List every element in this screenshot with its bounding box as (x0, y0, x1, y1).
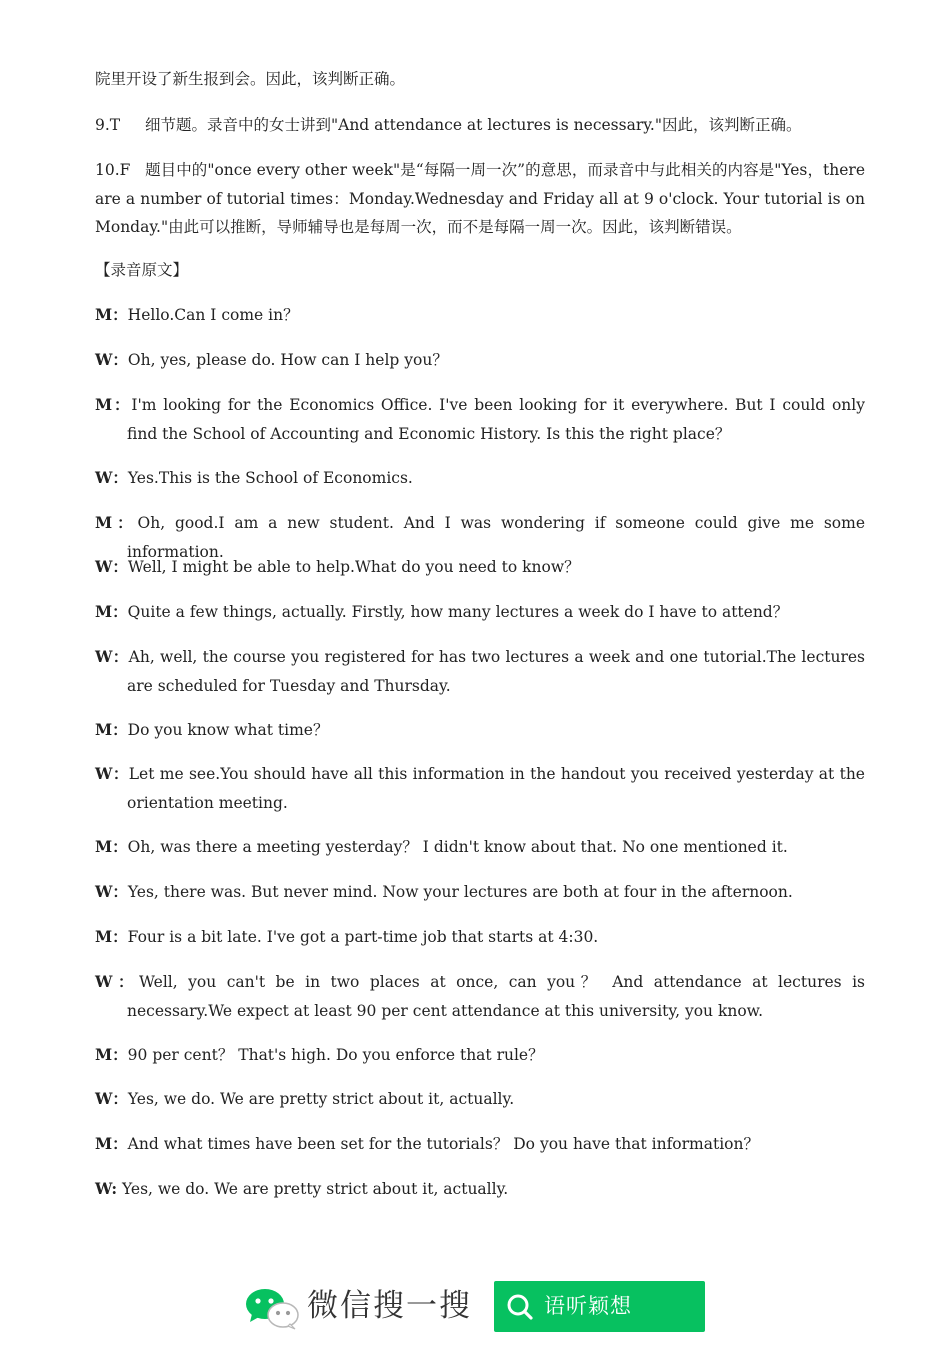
dialogue-turn (95, 598, 865, 627)
speaker-label: M： (95, 513, 138, 532)
dialogue-turn (95, 1041, 865, 1070)
speaker-label: M： (95, 1134, 128, 1153)
dialogue-text: Yes, there was. But never mind. Now your lectures are both at four in the afternoon. (127, 883, 793, 901)
speaker-label: M： (95, 305, 128, 324)
dialogue-text: Well, you can't be in two places at once, can you？ And attendance at lectures is necessary.We expect at least 90 per cent attendance at this university, you know. (127, 973, 865, 1020)
dialogue-turn (95, 1175, 865, 1204)
answer-10 (95, 156, 865, 242)
speaker-label: W： (95, 972, 139, 991)
dialogue-text: Oh, good.I am a new student. And I was wondering if someone could give me some information. (127, 514, 865, 561)
dialogue-text: Yes, we do. We are pretty strict about it, actually. (117, 1180, 509, 1198)
dialogue-turn (95, 643, 865, 700)
dialogue-text: Oh, was there a meeting yesterday？ I didn't know about that. No one mentioned it. (127, 838, 788, 856)
dialogue-turn (95, 553, 865, 582)
speaker-label: M： (95, 927, 128, 946)
section-title: 【录音原文】 (95, 261, 189, 279)
speaker-label: W： (95, 557, 128, 576)
answer-9 (95, 111, 865, 139)
dialogue-turn (95, 923, 865, 952)
dialogue-text: Oh, yes, please do. How can I help you？ (127, 351, 448, 369)
speaker-label: W： (95, 882, 128, 901)
dialogue-text: Yes, we do. We are pretty strict about it, actually. (127, 1090, 515, 1108)
dialogue-text: Ah, well, the course you registered for has two lectures a week and one tutorial.The lectures are scheduled for Tuesday and Thursday. (127, 648, 865, 695)
dialogue-text: Do you know what time？ (127, 721, 329, 739)
dialogue-turn (95, 833, 865, 862)
search-icon (506, 1293, 534, 1321)
dialogue-turn (95, 968, 865, 1025)
speaker-label: M： (95, 1045, 128, 1064)
dialogue-text: Let me see.You should have all this information in the handout you received yesterday at the orientation meeting. (127, 765, 865, 812)
dialogue-turn (95, 301, 865, 330)
dialogue-text: I'm looking for the Economics Office. I've been looking for it everywhere. But I could only find the School of Accounting and Economic History. Is this the right place？ (127, 396, 865, 443)
speaker-label: W： (95, 764, 129, 783)
dialogue-text: Well, I might be able to help.What do you need to know？ (127, 558, 580, 576)
search-button[interactable] (494, 1281, 705, 1332)
speaker-label: W: (95, 1179, 118, 1198)
dialogue-turn (95, 760, 865, 817)
dialogue-turn (95, 391, 865, 448)
dialogue-text: Yes.This is the School of Economics. (127, 469, 413, 487)
dialogue-turn (95, 464, 865, 493)
speaker-label: M： (95, 395, 132, 414)
dialogue-turn (95, 346, 865, 375)
dialogue-text: Four is a bit late. I've got a part-time job that starts at 4:30. (127, 928, 599, 946)
answer-number: 9.T (95, 116, 121, 134)
speaker-label: W： (95, 350, 128, 369)
dialogue-text: And what times have been set for the tutorials？ Do you have that information？ (127, 1135, 759, 1153)
wechat-icon (244, 1286, 300, 1330)
speaker-label: W： (95, 1089, 128, 1108)
intro-line: 院里开设了新生报到会。因此，该判断正确。 (95, 70, 406, 88)
wechat-search-text: 微信搜一搜 (307, 1288, 472, 1324)
speaker-label: M： (95, 837, 128, 856)
dialogue-text: Hello.Can I come in？ (127, 306, 299, 324)
dialogue-text: 90 per cent？ That's high. Do you enforce that rule？ (127, 1046, 544, 1064)
dialogue-turn (95, 1085, 865, 1114)
speaker-label: W： (95, 647, 129, 666)
answer-text: 题目中的"once every other week"是“每隔一周一次”的意思，而录音中与此相关的内容是"Yes，there are a number of tutorial times：Monday.Wednesday and Friday all at 9 o'clock. Your tutorial is on Monday."由此可以推断，导师辅导也是每周一次，而不是每隔一周一次。因此，该判断错误。 (95, 161, 865, 236)
answer-text: 细节题。录音中的女士讲到"And attendance at lectures is necessary."因此，该判断正确。 (145, 116, 802, 134)
wechat-search-banner[interactable] (0, 1280, 950, 1334)
speaker-label: M： (95, 720, 128, 739)
search-keyword: 语听颖想 (544, 1294, 632, 1318)
answer-number: 10.F (95, 161, 131, 179)
dialogue-turn (95, 1130, 865, 1159)
speaker-label: W： (95, 468, 128, 487)
dialogue-turn (95, 878, 865, 907)
dialogue-text: Quite a few things, actually. Firstly, how many lectures a week do I have to attend？ (127, 603, 789, 621)
dialogue-turn (95, 716, 865, 745)
speaker-label: M： (95, 602, 128, 621)
